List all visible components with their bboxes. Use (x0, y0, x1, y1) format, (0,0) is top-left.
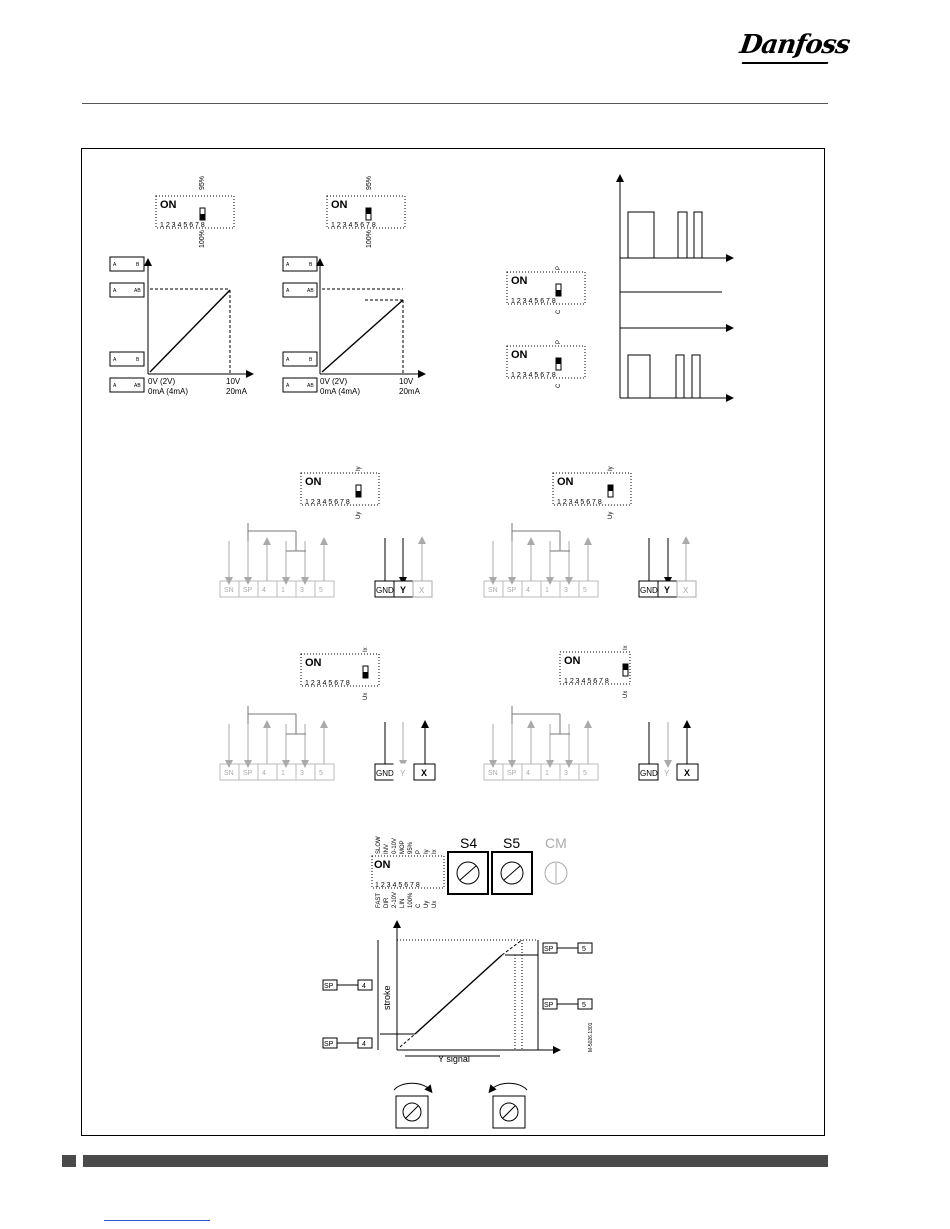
svg-text:AB: AB (134, 288, 141, 294)
svg-text:Ux: Ux (623, 690, 629, 698)
svg-text:1 2 3 4 5 6 7 8: 1 2 3 4 5 6 7 8 (511, 372, 556, 379)
svg-text:0V (2V): 0V (2V) (320, 377, 348, 386)
dip-bottom-label: DIR (384, 897, 390, 908)
svg-text:Ix: Ix (623, 645, 629, 650)
svg-text:SP: SP (324, 983, 334, 990)
terminal-label: SP (243, 770, 253, 777)
dip-switch-range-100 (156, 176, 234, 248)
stroke-label: stroke (382, 985, 392, 1010)
terminal-label: 5 (319, 770, 323, 777)
svg-text:1 2 3 4 5 6 7 8: 1 2 3 4 5 6 7 8 (564, 678, 609, 685)
svg-text:C: C (556, 309, 562, 314)
svg-text:A: A (113, 383, 117, 389)
svg-text:C: C (556, 383, 562, 388)
terminal-label: SP (243, 587, 253, 594)
svg-text:ON: ON (374, 859, 391, 871)
footer-bar (83, 1155, 828, 1167)
svg-text:SP: SP (544, 946, 554, 953)
dip-95-label: 95% (199, 175, 206, 190)
dip-bottom-label: C (416, 903, 422, 908)
footer-square (62, 1155, 76, 1167)
svg-text:B: B (309, 262, 313, 268)
dip-switch-P (507, 266, 585, 314)
svg-text:B: B (136, 357, 140, 363)
adjust-dial-s4 (394, 1083, 430, 1128)
svg-text:10V: 10V (399, 377, 414, 386)
svg-text:B: B (309, 357, 313, 363)
y-signal-label: Y signal (438, 1054, 470, 1064)
svg-text:A: A (113, 357, 117, 363)
stroke-chart (378, 924, 557, 1056)
svg-text:Y: Y (664, 585, 671, 595)
terminal-strip-4 (484, 706, 598, 780)
dip-bottom-label: LIN (400, 898, 406, 908)
dip-switch-Ux (301, 647, 379, 700)
terminal-label: SP (507, 587, 517, 594)
svg-text:X: X (683, 586, 689, 595)
potentiometer-cm (545, 862, 567, 884)
dip-bottom-label: Uy (424, 900, 430, 908)
term-gnd: GND (376, 586, 394, 595)
dip-bottom-label: 2-10V (392, 891, 398, 908)
terminal-label: SN (224, 770, 234, 777)
dip-top-label: 95% (408, 841, 414, 854)
dip-top-label: MOP (400, 840, 406, 854)
svg-text:A: A (286, 262, 290, 268)
terminal-label: 3 (300, 770, 304, 777)
terminal-strip-1 (220, 523, 334, 597)
s5-label: S5 (503, 835, 521, 851)
svg-text:Uy: Uy (356, 511, 362, 519)
svg-text:5: 5 (582, 946, 586, 953)
svg-text:SP: SP (544, 1002, 554, 1009)
svg-text:X: X (421, 768, 428, 778)
svg-text:1 2 3 4 5 6 7 8: 1 2 3 4 5 6 7 8 (305, 680, 350, 687)
svg-text:AB: AB (307, 288, 314, 294)
terminal-label: 4 (262, 770, 266, 777)
terminal-label: 5 (319, 587, 323, 594)
terminal-strip-2 (484, 523, 598, 597)
svg-text:A: A (286, 383, 290, 389)
svg-text:ON: ON (564, 655, 581, 667)
svg-text:P: P (556, 339, 562, 344)
svg-text:SP: SP (324, 1041, 334, 1048)
svg-text:1 2 3 4 5 6 7 8: 1 2 3 4 5 6 7 8 (511, 298, 556, 305)
svg-text:5: 5 (582, 1002, 586, 1009)
svg-text:ON: ON (305, 476, 322, 488)
dip-switch-main (372, 836, 444, 908)
terminal-label: 4 (526, 770, 530, 777)
dip-bottom-label: FAST (376, 892, 382, 908)
svg-text:AB: AB (307, 383, 314, 389)
svg-text:1 2 3 4 5 6 7 8: 1 2 3 4 5 6 7 8 (305, 499, 350, 506)
terminal-label: 1 (281, 587, 285, 594)
terminal-label: SP (507, 770, 517, 777)
svg-text:ON: ON (331, 199, 348, 211)
dip-switch-C (507, 340, 585, 388)
chart1-x-start2: 0mA (4mA) (148, 387, 189, 396)
svg-text:1 2 3 4 5 6 7 8: 1 2 3 4 5 6 7 8 (557, 499, 602, 506)
footer-link-line (104, 1220, 210, 1221)
danfoss-logo: Danfoss (737, 30, 852, 60)
svg-text:GND: GND (640, 586, 658, 595)
svg-text:P: P (556, 265, 562, 270)
svg-text:Iy: Iy (356, 466, 362, 471)
svg-text:95%: 95% (366, 175, 373, 190)
terminal-label: 4 (262, 587, 266, 594)
dip-bottom-label: Ux (432, 900, 438, 908)
chart1-x-end: 10V (226, 377, 241, 386)
terminal-strips (220, 523, 598, 780)
svg-text:4: 4 (362, 1041, 366, 1048)
dip-top-label: Iy (424, 849, 430, 854)
cm-label: CM (545, 835, 567, 851)
s4-label: S4 (460, 835, 478, 851)
svg-text:Uy: Uy (608, 511, 614, 519)
svg-text:Y: Y (400, 769, 406, 778)
range-chart-1 (148, 262, 250, 396)
terminal-strip-3 (220, 706, 334, 780)
terminal-label: 5 (583, 770, 587, 777)
terminal-label: SN (488, 770, 498, 777)
adjust-dial-s5 (491, 1083, 527, 1128)
svg-text:0mA (4mA): 0mA (4mA) (320, 387, 361, 396)
terminal-label: SN (488, 587, 498, 594)
svg-text:A: A (286, 357, 290, 363)
term-y: Y (400, 585, 407, 595)
svg-text:ON: ON (305, 657, 322, 669)
potentiometer-s5 (492, 852, 532, 894)
svg-text:Y: Y (664, 769, 670, 778)
terminal-label: 3 (564, 770, 568, 777)
terminal-label: 3 (564, 587, 568, 594)
dip-top-label: P (416, 849, 422, 854)
svg-text:GND: GND (376, 769, 394, 778)
dip-100-label: 100% (199, 230, 206, 248)
range-chart-2 (320, 262, 422, 396)
svg-text:AB: AB (134, 383, 141, 389)
dip-switch-range-95 (327, 176, 405, 248)
svg-text:ON: ON (511, 349, 528, 361)
svg-text:Ux: Ux (363, 692, 369, 700)
svg-text:Iy: Iy (608, 466, 614, 471)
terminal-label: 3 (300, 587, 304, 594)
valve-icons-chart2 (283, 257, 317, 392)
potentiometer-s4 (448, 852, 488, 894)
pulse-diagram (620, 178, 730, 398)
figure-code: M-5026.1301 (588, 1022, 594, 1052)
svg-text:A: A (286, 288, 290, 294)
terminal-label: SN (224, 587, 234, 594)
valve-icons-chart1 (110, 257, 144, 392)
svg-text:1 2 3 4 5 6 7 8: 1 2 3 4 5 6 7 8 (331, 222, 376, 229)
chart1-x-end2: 20mA (226, 387, 247, 396)
svg-text:4: 4 (362, 983, 366, 990)
svg-text:A: A (113, 288, 117, 294)
dip-positions: 1 2 3 4 5 6 7 8 (160, 222, 205, 229)
dip-switch-Iy (553, 466, 631, 519)
svg-text:20mA: 20mA (399, 387, 420, 396)
terminal-label: 1 (545, 770, 549, 777)
svg-text:B: B (136, 262, 140, 268)
terminal-label: 1 (281, 770, 285, 777)
svg-text:1 2 3 4 5 6 7 8: 1 2 3 4 5 6 7 8 (375, 882, 420, 889)
svg-text:100%: 100% (366, 230, 373, 248)
dip-switch-Ix (560, 645, 630, 698)
svg-text:A: A (113, 262, 117, 268)
dip-switch-Uy (301, 466, 379, 519)
dip-on-label: ON (160, 199, 177, 211)
terminal-label: 1 (545, 587, 549, 594)
dip-top-label: Ix (432, 849, 438, 854)
terminal-label: 5 (583, 587, 587, 594)
terminal-label: 4 (526, 587, 530, 594)
svg-text:ON: ON (511, 275, 528, 287)
term-x: X (419, 586, 425, 595)
svg-text:ON: ON (557, 476, 574, 488)
dip-bottom-label: 100% (408, 892, 414, 908)
dip-top-label: INV (384, 843, 390, 854)
svg-text:GND: GND (640, 769, 658, 778)
svg-text:Ix: Ix (363, 647, 369, 652)
dip-top-label: SLOW (376, 836, 382, 854)
dip-top-label: 0-10V (392, 837, 398, 854)
svg-text:X: X (684, 768, 691, 778)
chart1-x-start: 0V (2V) (148, 377, 176, 386)
